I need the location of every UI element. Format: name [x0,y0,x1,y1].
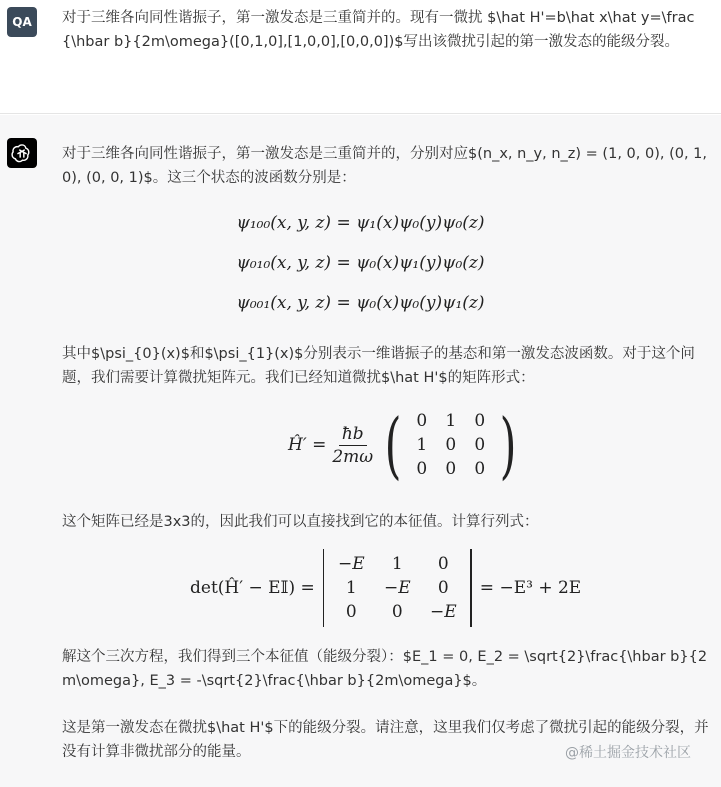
det-cell: 0 [345,601,357,622]
assistant-paragraph-1: 对于三维各向同性谐振子，第一激发态是三重简并的，分别对应$(n_x, n_y, n_z) = (1, 0, 0), (0, 1, 0), (0, 0, 1)$。这三个状态的波函数分别是： [62,146,708,186]
matrix-grid [407,410,494,481]
matrix-cell: 0 [474,410,486,431]
det-cell: −E [337,553,365,574]
prefactor-numerator: ħb [339,423,367,446]
matrix-cell: 1 [416,434,428,455]
matrix-cell: 0 [474,458,486,479]
assistant-message [0,115,721,787]
matrix-cell: 0 [474,434,486,455]
assistant-paragraph-2: 其中$\psi_{0}(x)$和$\psi_{1}(x)$分别表示一维谐振子的基态和第一激发态波函数。对于这个问题，我们需要计算微扰矩阵元。我们已经知道微扰$\hat H'$的矩阵形式： [62,346,695,386]
assistant-paragraph-5: 这是第一激发态在微扰$\hat H'$下的能级分裂。请注意，这里我们仅考虑了微扰引起的能级分裂，并没有计算非微扰部分的能量。 [62,720,709,760]
user-avatar [7,7,37,37]
det-cell: −E [383,577,411,598]
matrix-cell: 0 [416,458,428,479]
watermark-text: @稀土掘金技术社区 [565,745,691,761]
det-cell: 1 [345,577,357,598]
right-paren: ) [499,403,517,487]
right-bar [470,549,472,627]
determinant-equation [190,549,581,627]
user-avatar-label: QA [12,15,32,29]
matrix-cell: 0 [445,434,457,455]
perturbation-matrix-equation [288,403,522,487]
left-bar [323,549,325,627]
det-cell: 0 [437,553,449,574]
assistant-paragraph-4: 解这个三次方程，我们得到三个本征值（能级分裂）：$E_1 = 0, E_2 = \sqrt{2}\frac{\hbar b}{2m\omega}, E_3 = -\sqrt{2}\frac{\hbar b}{2m\omega}$。 [62,649,708,689]
matrix-cell: 0 [416,410,428,431]
user-message-text: 对于三维各向同性谐振子，第一激发态是三重简并的。现有一微扰 $\hat H'=b\hat x\hat y=\frac{\hbar b}{2m\omega}([0,1,0],[1,0,0],[0,0,0])$写出该微扰引起的第一激发态的能级分裂。 [62,10,695,50]
openai-logo-icon [7,138,37,168]
matrix-lhs: Ĥ′ = [288,435,327,455]
equation-psi-001: ψ₀₀₁(x, y, z) = ψ₀(x)ψ₀(y)ψ₁(z) [236,293,485,313]
matrix-cell: 0 [445,458,457,479]
det-cell: 0 [437,577,449,598]
matrix-cell: 1 [445,410,457,431]
matrix-prefactor [332,423,373,468]
prefactor-denominator: 2mω [332,446,374,467]
equation-psi-010: ψ₀₁₀(x, y, z) = ψ₀(x)ψ₁(y)ψ₀(z) [236,253,485,273]
user-message [0,0,721,114]
det-cell: −E [429,601,457,622]
determinant-lhs: det(Ĥ′ − E𝕀) = [190,578,315,598]
determinant-rhs: = −E³ + 2E [479,578,582,598]
equation-psi-100: ψ₁₀₀(x, y, z) = ψ₁(x)ψ₀(y)ψ₀(z) [236,213,485,233]
det-cell: 0 [391,601,403,622]
left-paren: ( [384,403,402,487]
watermark [565,742,691,762]
determinant-grid [328,553,466,624]
assistant-paragraph-3: 这个矩阵已经是3x3的，因此我们可以直接找到它的本征值。计算行列式： [62,514,539,530]
det-cell: 1 [391,553,403,574]
